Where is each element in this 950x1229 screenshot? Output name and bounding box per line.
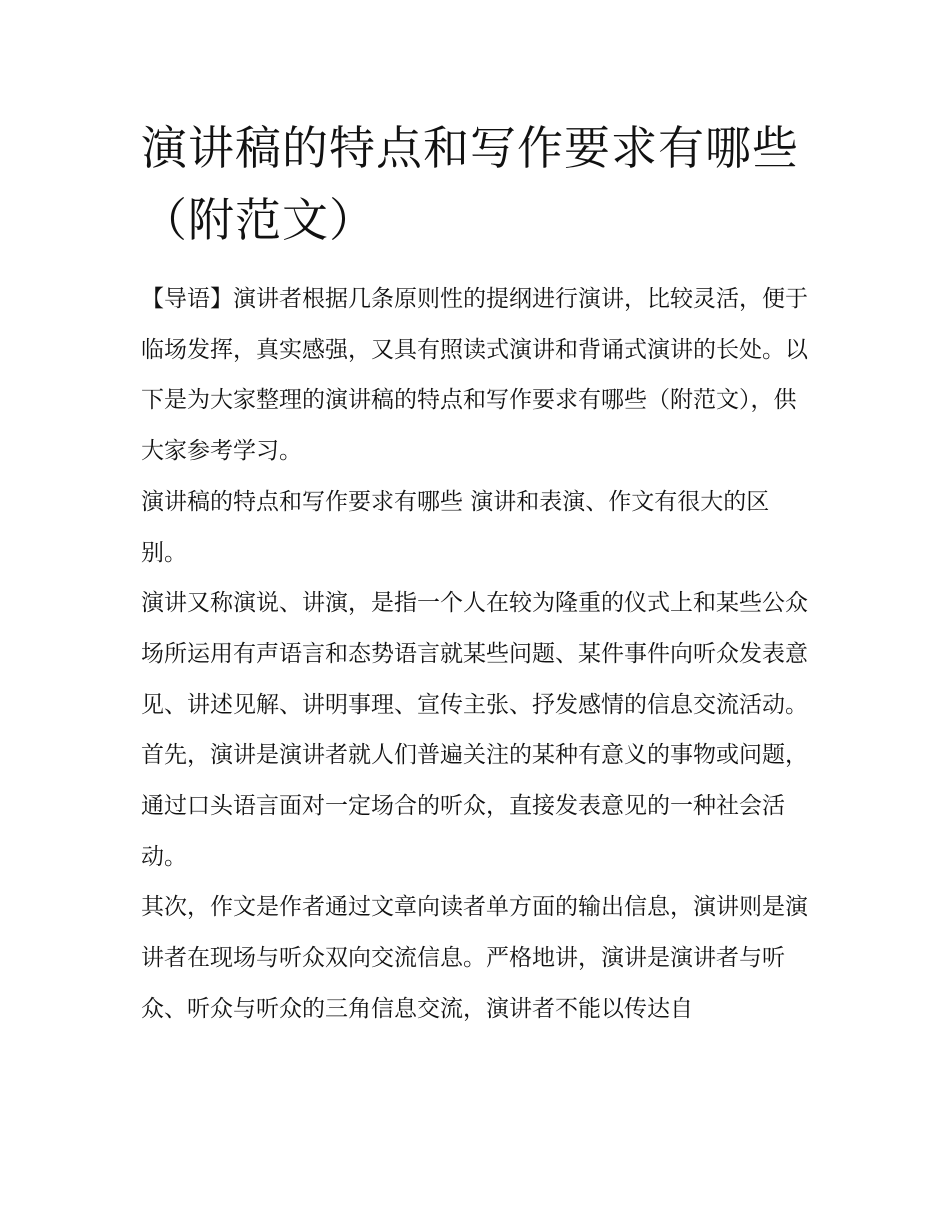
paragraph-intro: 【导语】演讲者根据几条原则性的提纲进行演讲，比较灵活，便于临场发挥，真实感强，又具有照读式演讲和背诵式演讲的长处。以下是为大家整理的演讲稿的特点和写作要求有哪些（附范文），供大家参考学习。	[141, 286, 808, 465]
paragraph-definition: 演讲又称演说、讲演，是指一个人在较为隆重的仪式上和某些公众场所运用有声语言和态势语言就某些问题、某件事件向听众发表意见、讲述见解、讲明事理、宣传主张、抒发感情的信息交流活动。	[141, 590, 808, 718]
paragraph-first: 首先，演讲是演讲者就人们普遍关注的某种有意义的事物或问题，通过口头语言面对一定场合的听众，直接发表意见的一种社会活动。	[141, 742, 808, 870]
document-content	[141, 112, 813, 1035]
document-body	[141, 274, 813, 1035]
document-title: 演讲稿的特点和写作要求有哪些（附范文）	[141, 121, 799, 247]
paragraph-difference: 演讲稿的特点和写作要求有哪些 演讲和表演、作文有很大的区别。	[141, 488, 770, 566]
paragraph-second: 其次，作文是作者通过文章向读者单方面的输出信息，演讲则是演讲者在现场与听众双向交流信息。严格地讲，演讲是演讲者与听众、听众与听众的三角信息交流，演讲者不能以传达自	[141, 894, 808, 1022]
